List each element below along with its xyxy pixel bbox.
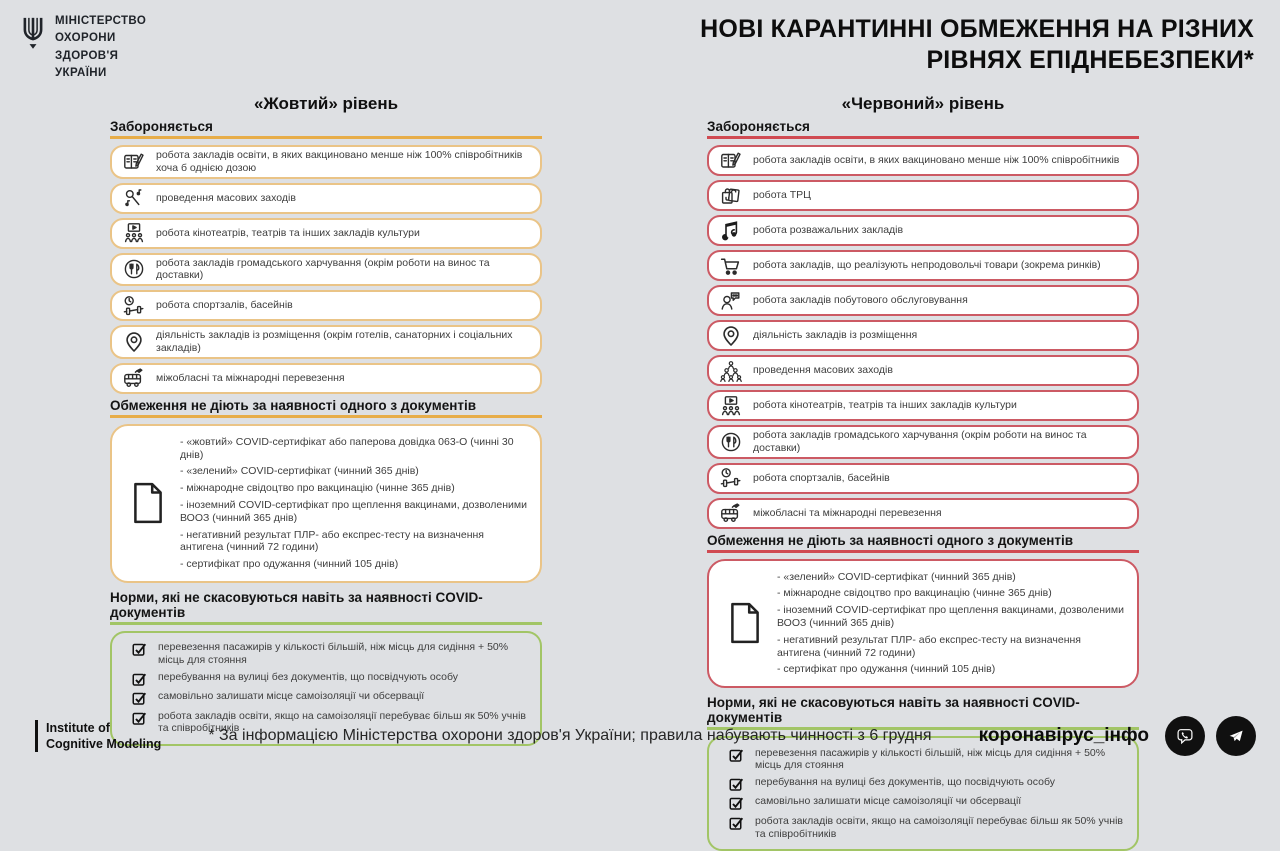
microphone-icon: [120, 187, 147, 210]
document-line: - іноземний COVID-сертифікат про щеплення вакцинами, дозволеними ВООЗ (чинний 365 днів): [777, 604, 1124, 629]
prohibited-item: [110, 183, 542, 214]
prohibited-item: [707, 320, 1139, 351]
music-notes-icon: [717, 219, 744, 242]
prohibited-item-text: діяльність закладів із розміщення (окрім готелів, санаторних і соціальних закладів): [156, 329, 513, 354]
ministry-line: МІНІСТЕРСТВО: [55, 15, 147, 27]
prohibited-item-text: робота кінотеатрів, театрів та інших закладів культури: [156, 226, 420, 239]
document-line: - «зелений» COVID-сертифікат (чинний 365 днів): [180, 465, 419, 478]
ministry-line: ЗДОРОВ'Я: [55, 49, 119, 62]
prohibited-section-header: Забороняється: [707, 119, 1139, 139]
norm-item: [124, 690, 528, 706]
prohibited-item: [707, 145, 1139, 176]
prohibited-list: [707, 145, 1139, 529]
checkbox-icon: [729, 816, 744, 831]
norm-item-text: робота закладів освіти, якщо на самоізоляції перебуває більш як 50% учнів та співробітників: [755, 814, 1123, 840]
norm-item-text: самовільно залишати місце самоізоляції чи обсервації: [755, 795, 1022, 808]
shopping-bag-icon: [717, 184, 744, 207]
prohibited-item: [110, 253, 542, 287]
source-footnote: * За інформацією Міністерства охорони здоров'я України; правила набувають чинності з 6 грудня: [208, 727, 932, 744]
prohibited-item: [110, 145, 542, 179]
document-line: - «зелений» COVID-сертифікат (чинний 365 днів): [777, 570, 1016, 583]
prohibited-item-text: робота закладів, що реалізують непродовольчі товари (зокрема ринків): [753, 259, 1101, 272]
prohibited-item-text: робота закладів освіти, в яких вакциновано менше ніж 100% співробітників: [753, 154, 1120, 167]
prohibited-item: [707, 355, 1139, 386]
norm-item-text: самовільно залишати місце самоізоляції чи обсервації: [158, 690, 425, 703]
norm-item-text: перебування на вулиці без документів, що посвідчують особу: [755, 775, 1055, 788]
viber-icon[interactable]: [1165, 716, 1205, 756]
prohibited-item-text: міжобласні та міжнародні перевезення: [753, 506, 942, 519]
cinema-icon: [120, 222, 147, 245]
prohibited-item-text: робота спортзалів, басейнів: [156, 299, 293, 312]
documents-card: [707, 559, 1139, 689]
institute-brand: [35, 720, 161, 753]
telegram-icon[interactable]: [1216, 716, 1256, 756]
norm-item: [721, 795, 1125, 811]
yellow-level-title: «Жовтий» рівень: [253, 94, 399, 113]
norm-item-text: робота закладів освіти, якщо на самоізоляції перебуває більш як 50% учнів та співробітників: [158, 709, 526, 735]
prohibited-item: [707, 498, 1139, 529]
prohibited-item-text: проведення масових заходів: [753, 364, 893, 377]
checkbox-icon: [132, 642, 147, 657]
prohibited-item: [707, 180, 1139, 211]
cart-icon: [717, 254, 744, 277]
norms-section-header: Норми, які не скасовуються навіть за наявності COVID-документів: [110, 590, 542, 625]
ministry-name: [55, 13, 146, 82]
checkbox-icon: [132, 672, 147, 687]
prohibited-item-text: міжобласні та міжнародні перевезення: [156, 371, 345, 384]
prohibited-item-text: робота розважальних закладів: [753, 224, 904, 237]
document-line: - «жовтий» COVID-сертифікат або паперова довідка 063-О (чинні 30 днів): [180, 435, 514, 461]
norm-item-text: перевезення пасажирів у кількості більшій, ніж місць для сидіння + 50% місць для стояння: [158, 641, 509, 667]
document-icon: [126, 482, 170, 524]
service-icon: [717, 289, 744, 312]
ministry-line: УКРАЇНИ: [55, 66, 107, 79]
prohibited-list: [110, 145, 542, 394]
prohibited-item-text: робота закладів громадського харчування (окрім роботи на винос та доставки): [753, 429, 1087, 454]
norm-item-text: перебування на вулиці без документів, що посвідчують особу: [158, 670, 458, 683]
prohibited-item-text: проведення масових заходів: [156, 191, 296, 204]
book-icon: [120, 150, 147, 173]
prohibited-item-text: робота спортзалів, басейнів: [753, 471, 890, 484]
footer: [0, 716, 1280, 756]
exemption-section-header: Обмеження не діють за наявності одного з документів: [110, 398, 542, 418]
prohibited-item: [707, 390, 1139, 421]
exemption-section-header: Обмеження не діють за наявності одного з документів: [707, 533, 1139, 553]
ministry-logo: [20, 13, 146, 82]
location-pin-icon: [717, 324, 744, 347]
trident-icon: [20, 15, 46, 51]
bus-icon: [120, 367, 147, 390]
norm-item: [124, 671, 528, 687]
document-line: - сертифікат про одужання (чинний 105 днів): [777, 663, 996, 676]
checkbox-icon: [729, 796, 744, 811]
page-title: [700, 14, 1254, 76]
document-line: - сертифікат про одужання (чинний 105 днів): [180, 558, 399, 571]
prohibited-item: [110, 218, 542, 249]
document-line: - міжнародне свідоцтво про вакцинацію (чинне 365 днів): [180, 482, 455, 495]
prohibited-item-text: робота кінотеатрів, театрів та інших закладів культури: [753, 399, 1017, 412]
prohibited-item-text: робота ТРЦ: [753, 189, 811, 202]
checkbox-icon: [729, 777, 744, 792]
ministry-line: ОХОРОНИ: [55, 32, 116, 45]
brand-line1: Institute of: [46, 720, 110, 735]
crowd-icon: [717, 359, 744, 382]
prohibited-item: [707, 285, 1139, 316]
document-line: - негативний результат ПЛР- або експрес-тесту на визначення антигена (чинний 72 години): [777, 633, 1081, 659]
norm-item-text: перевезення пасажирів у кількості більшій, ніж місць для сидіння + 50% місць для стояння: [755, 746, 1106, 772]
restaurant-icon: [120, 258, 147, 281]
prohibited-item: [110, 290, 542, 321]
prohibited-item: [707, 425, 1139, 459]
prohibited-item: [110, 325, 542, 359]
social-icons: [1165, 716, 1256, 756]
red-level-title: «Червоний» рівень: [841, 94, 1005, 113]
prohibited-item: [707, 215, 1139, 246]
brand-line2: Cognitive Modeling: [46, 737, 162, 751]
document-line: - міжнародне свідоцтво про вакцинацію (чинне 365 днів): [777, 587, 1052, 600]
page-title-line1: НОВІ КАРАНТИННІ ОБМЕЖЕННЯ НА РІЗНИХ: [700, 15, 1254, 43]
prohibited-item: [110, 363, 542, 394]
documents-list: [777, 567, 1127, 681]
prohibited-item-text: робота закладів побутового обслуговування: [753, 294, 968, 307]
gym-icon: [120, 294, 147, 317]
cinema-icon: [717, 394, 744, 417]
prohibited-item-text: робота закладів освіти, в яких вакциновано менше ніж 100% співробітників хоча б однією дозою: [156, 149, 523, 174]
document-line: - іноземний COVID-сертифікат про щеплення вакцинами, дозволеними ВООЗ (чинний 365 днів): [180, 498, 527, 524]
book-icon: [717, 149, 744, 172]
documents-card: [110, 424, 542, 583]
location-pin-icon: [120, 330, 147, 353]
prohibited-item-text: діяльність закладів із розміщення: [753, 329, 918, 342]
prohibited-item: [707, 250, 1139, 281]
page-title-line2: РІВНЯХ ЕПІДНЕБЕЗПЕКИ*: [926, 46, 1254, 74]
norm-item: [721, 776, 1125, 792]
channel-name: коронавірус_інфо: [978, 725, 1149, 746]
checkbox-icon: [132, 691, 147, 706]
prohibited-section-header: Забороняється: [110, 119, 542, 139]
document-line: - негативний результат ПЛР- або експрес-тесту на визначення антигена (чинний 72 години): [180, 528, 484, 554]
document-icon: [723, 602, 767, 644]
bus-icon: [717, 502, 744, 525]
gym-icon: [717, 467, 744, 490]
prohibited-item: [707, 463, 1139, 494]
yellow-level-column: [110, 94, 542, 746]
restaurant-icon: [717, 430, 744, 453]
documents-list: [180, 432, 530, 575]
norm-item: [721, 815, 1125, 841]
norms-section-header: Норми, які не скасовуються навіть за наявності COVID-документів: [707, 695, 1139, 730]
norm-item: [124, 641, 528, 667]
prohibited-item-text: робота закладів громадського харчування (окрім роботи на винос та доставки): [156, 256, 490, 282]
